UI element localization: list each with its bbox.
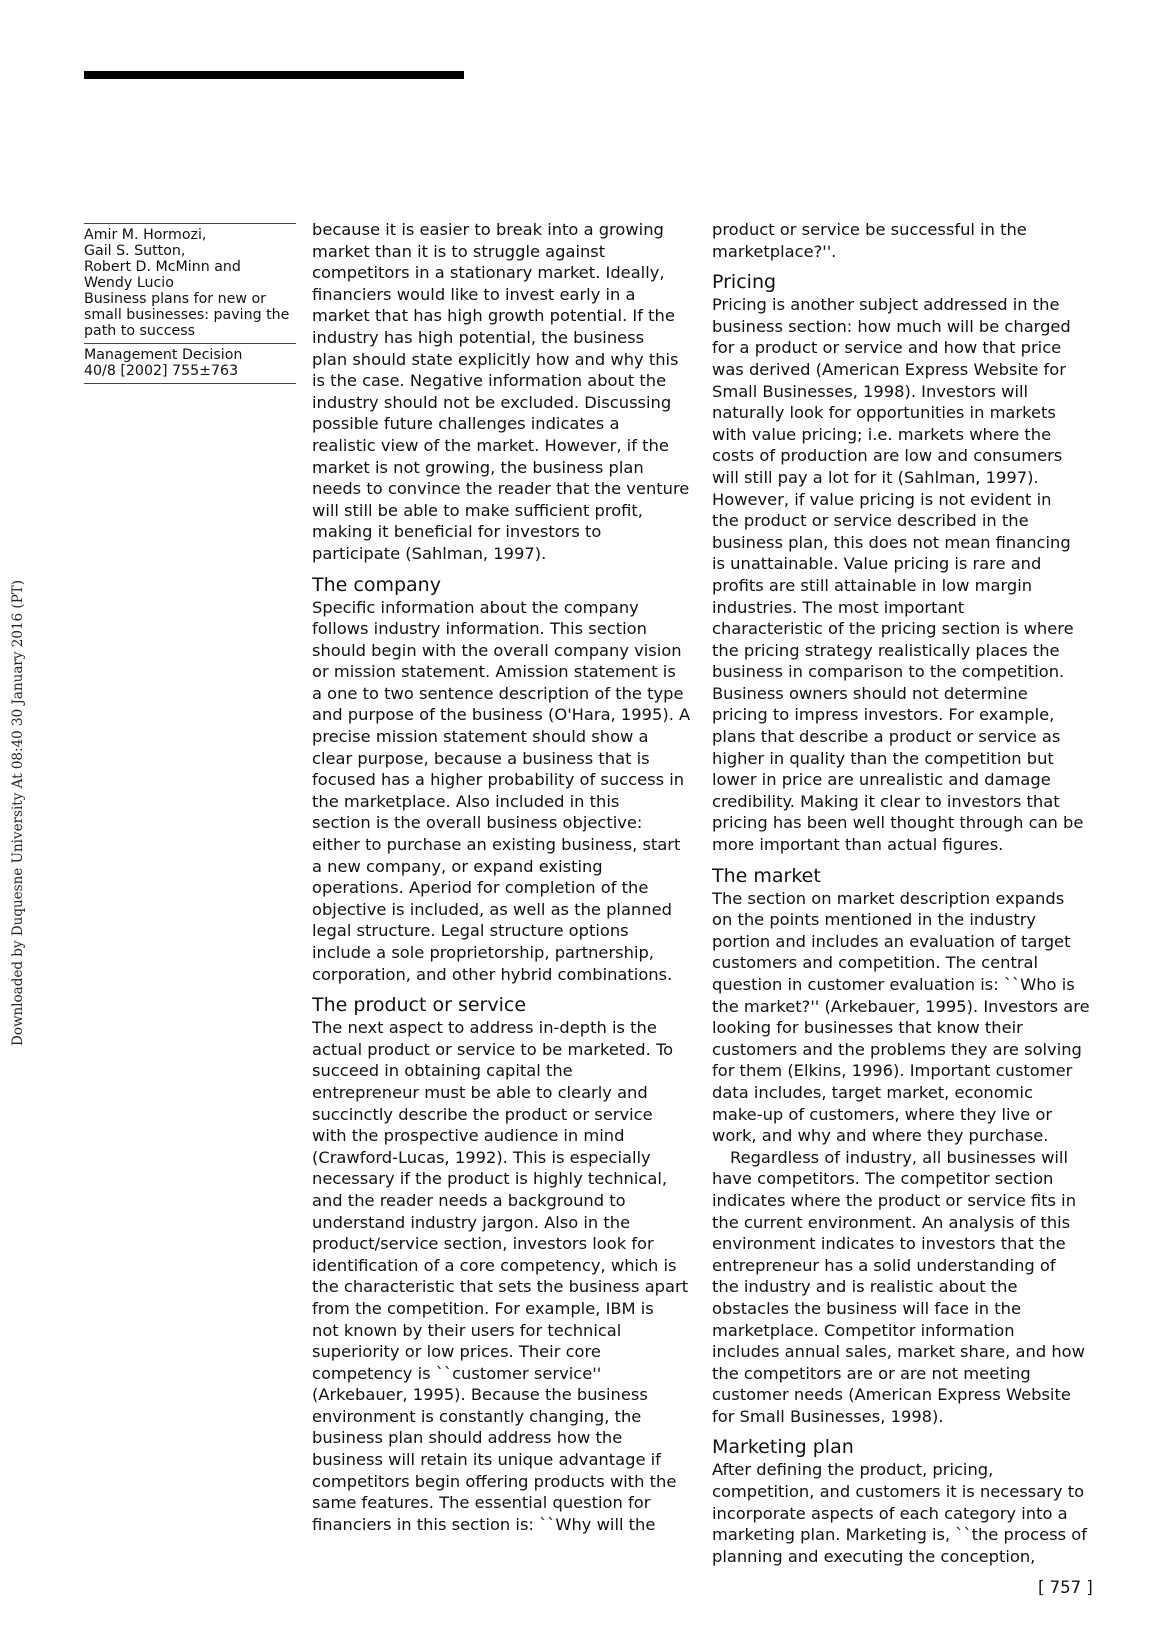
text-line: business plan should address how the (312, 1428, 623, 1448)
text-line: marketplace?''. (712, 241, 837, 261)
text-line: the marketplace. Also included in this (312, 791, 620, 811)
text-line: either to purchase an existing business, start (312, 835, 681, 855)
text-line: will still be able to make sufficient profit, (312, 500, 643, 520)
text-line: understand industry jargon. Also in the (312, 1212, 631, 1232)
text-line: characteristic of the pricing section is where (712, 619, 1074, 639)
text-line: customers and competition. The central (712, 953, 1039, 973)
body-column-left (312, 219, 710, 1535)
text-line: naturally look for opportunities in markets (712, 403, 1056, 423)
text-line: Pricing is another subject addressed in the (712, 295, 1060, 315)
text-line: was derived (American Express Website for (712, 359, 1066, 379)
paragraph (312, 219, 710, 565)
text-line: product or service be successful in the (712, 220, 1027, 239)
article-section (712, 271, 1117, 855)
text-line: customer needs (American Express Website (712, 1385, 1071, 1405)
text-line: financiers would like to invest early in a (312, 284, 636, 304)
section-heading: The company (312, 573, 441, 596)
text-line: marketing plan. Marketing is, ``the process of (712, 1525, 1087, 1545)
section-heading: The product or service (312, 994, 527, 1017)
text-line: entrepreneur must be able to clearly and (312, 1082, 648, 1102)
text-line: a one to two sentence description of the type (312, 683, 684, 703)
text-line: competency is ``customer service'' (312, 1363, 602, 1383)
text-line: is the case. Negative information about the (312, 371, 667, 391)
article-section (312, 994, 710, 1535)
text-line: Specific information about the company (312, 597, 639, 617)
text-line: After defining the product, pricing, (712, 1460, 994, 1480)
article-section (312, 219, 710, 565)
text-line: clear purpose, because a business that is (312, 748, 650, 768)
text-line: industries. The most important (712, 597, 965, 617)
text-line: because it is easier to break into a growing (312, 220, 664, 239)
text-line: plans that describe a product or service as (712, 727, 1061, 747)
text-line: Small Businesses, 1998). Investors will (712, 381, 1029, 401)
text-line: competitors begin offering products with the (312, 1471, 677, 1491)
page-number: [ 757 ] (1038, 1578, 1093, 1597)
text-line: or mission statement. Amission statement is (312, 662, 676, 682)
text-line: operations. Aperiod for completion of the (312, 878, 649, 898)
text-line: looking for businesses that know their (712, 1018, 1023, 1038)
text-line: succeed in obtaining capital the (312, 1061, 573, 1081)
text-line: follows industry information. This section (312, 619, 647, 639)
text-line: and purpose of the business (O'Hara, 1995). A (312, 705, 691, 725)
paragraph (712, 1147, 1117, 1428)
text-line: will still pay a lot for it (Sahlman, 1997). (712, 467, 1039, 487)
text-line: business in comparison to the competition. (712, 662, 1065, 682)
text-line: focused has a higher probability of success in (312, 770, 685, 790)
body-column-right (712, 219, 1117, 1567)
text-line: include a sole proprietorship, partnership, (312, 943, 654, 962)
journal-line: 40/8 [2002] 755±763 (84, 363, 239, 379)
text-line: section is the overall business objective: (312, 813, 643, 833)
authors-and-title (84, 224, 296, 343)
text-line: is unattainable. Value pricing is rare and (712, 554, 1042, 574)
text-line: (Crawford-Lucas, 1992). This is especially (312, 1147, 651, 1167)
text-line: planning and executing the conception, (712, 1546, 1036, 1566)
text-line: Regardless of industry, all businesses will (730, 1147, 1068, 1167)
text-line: the industry and is realistic about the (712, 1277, 1018, 1297)
text-line: environment indicates to investors that the (712, 1234, 1066, 1254)
text-line: more important than actual figures. (712, 835, 1004, 855)
text-line: the market?'' (Arkebauer, 1995). Investors are (712, 996, 1090, 1016)
text-line: have competitors. The competitor section (712, 1169, 1054, 1189)
text-line: work, and why and where they purchase. (712, 1126, 1049, 1146)
text-line: pricing to impress investors. For example, (712, 705, 1055, 725)
paragraph (312, 1017, 710, 1535)
paragraph (712, 294, 1117, 855)
text-line: for them (Elkins, 1996). Important customer (712, 1061, 1073, 1081)
text-line: necessary if the product is highly technical, (312, 1169, 668, 1189)
text-line: lower in price are unrealistic and damage (712, 770, 1051, 790)
header-rule (84, 71, 464, 79)
author-line: Wendy Lucio (84, 275, 174, 291)
text-line: a new company, or expand existing (312, 856, 603, 876)
paragraph (712, 888, 1117, 1147)
article-title-line: small businesses: paving the (84, 307, 290, 323)
text-line: higher in quality than the competition but (712, 748, 1054, 768)
text-line: The next aspect to address in-depth is the (312, 1018, 657, 1038)
text-line: market is not growing, the business plan (312, 457, 644, 477)
text-line: objective is included, as well as the planned (312, 899, 672, 919)
text-line: making it beneficial for investors to (312, 522, 602, 542)
article-title-line: path to success (84, 323, 196, 339)
text-line: not known by their users for technical (312, 1320, 622, 1340)
text-line: from the competition. For example, IBM is (312, 1298, 654, 1318)
text-line: superiority or low prices. Their core (312, 1342, 601, 1362)
text-line: actual product or service to be marketed. To (312, 1039, 674, 1059)
text-line: business plan, this does not mean financing (712, 532, 1071, 552)
text-line: the product or service described in the (712, 511, 1029, 531)
text-line: needs to convince the reader that the venture (312, 479, 690, 499)
text-line: identification of a core competency, which is (312, 1255, 677, 1275)
text-line: marketplace. Competitor information (712, 1320, 1015, 1340)
author-line: Amir M. Hormozi, (84, 227, 207, 243)
text-line: business section: how much will be charged (712, 316, 1071, 336)
text-line: with value pricing; i.e. markets where the (712, 424, 1052, 444)
text-line: profits are still attainable in low margin (712, 575, 1033, 595)
journal-line: Management Decision (84, 347, 243, 363)
text-line: succinctly describe the product or service (312, 1104, 653, 1124)
text-line: industry has high potential, the business (312, 327, 645, 347)
article-title-line: Business plans for new or (84, 291, 266, 307)
text-line: data includes, target market, economic (712, 1082, 1034, 1102)
text-line: incorporate aspects of each category into a (712, 1503, 1068, 1523)
section-heading: Pricing (712, 271, 777, 294)
text-line: realistic view of the market. However, if the (312, 435, 669, 455)
text-line: the competitors are or are not meeting (712, 1363, 1031, 1383)
text-line: indicates where the product or service fits in (712, 1190, 1077, 1210)
text-line: competitors in a stationary market. Ideally, (312, 263, 665, 283)
text-line: participate (Sahlman, 1997). (312, 543, 547, 563)
article-section (312, 574, 710, 986)
text-line: for a product or service and how that price (712, 338, 1062, 358)
paragraph (712, 219, 1117, 262)
text-line: customers and the problems they are solving (712, 1039, 1082, 1059)
text-line: industry should not be excluded. Discussing (312, 392, 672, 412)
text-line: make-up of customers, where they live or (712, 1104, 1053, 1124)
author-line: Robert D. McMinn and (84, 259, 241, 275)
text-line: Business owners should not determine (712, 683, 1028, 703)
text-line: and the reader needs a background to (312, 1190, 626, 1210)
text-line: credibility. Making it clear to investors that (712, 791, 1060, 811)
text-line: for Small Businesses, 1998). (712, 1406, 944, 1426)
text-line: competition, and customers it is necessary to (712, 1482, 1085, 1502)
text-line: same features. The essential question for (312, 1493, 651, 1513)
text-line: question in customer evaluation is: ``Who is (712, 975, 1075, 994)
article-section (712, 865, 1117, 1428)
article-section (712, 219, 1117, 262)
text-line: business will retain its unique advantage if (312, 1450, 661, 1470)
text-line: portion and includes an evaluation of target (712, 931, 1071, 951)
text-line: corporation, and other hybrid combinations. (312, 964, 673, 984)
text-line: market that has high growth potential. If the (312, 306, 675, 326)
text-line: costs of production are low and consumers (712, 446, 1063, 466)
author-line: Gail S. Sutton, (84, 243, 186, 259)
text-line: should begin with the overall company vision (312, 640, 682, 660)
text-line: precise mission statement should show a (312, 727, 649, 747)
text-line: (Arkebauer, 1995). Because the business (312, 1385, 648, 1405)
text-line: legal structure. Legal structure options (312, 921, 629, 941)
text-line: the current environment. An analysis of this (712, 1212, 1071, 1232)
text-line: possible future challenges indicates a (312, 414, 620, 434)
download-stamp: Downloaded by Duquesne University At 08:40 30 January 2016 (PT) (10, 579, 26, 1046)
paragraph (312, 597, 710, 986)
section-heading: The market (712, 864, 821, 887)
text-line: environment is constantly changing, the (312, 1406, 642, 1426)
text-line: entrepreneur has a solid understanding of (712, 1255, 1056, 1275)
text-line: plan should state explicitly how and why this (312, 349, 679, 369)
text-line: on the points mentioned in the industry (712, 910, 1037, 930)
text-line: financiers in this section is: ``Why will the (312, 1514, 656, 1534)
section-heading: Marketing plan (712, 1436, 854, 1459)
journal-citation (84, 344, 296, 383)
text-line: The section on market description expands (712, 888, 1065, 908)
text-line: pricing has been well thought through can be (712, 813, 1084, 833)
paragraph (712, 1459, 1117, 1567)
text-line: includes annual sales, market share, and how (712, 1342, 1085, 1362)
text-line: product/service section, investors look for (312, 1234, 654, 1254)
article-info-sidebar (84, 223, 296, 384)
text-line: with the prospective audience in mind (312, 1126, 625, 1146)
text-line: market than it is to struggle against (312, 241, 606, 261)
text-line: However, if value pricing is not evident in (712, 489, 1052, 509)
text-line: the characteristic that sets the business apart (312, 1277, 689, 1297)
text-line: obstacles the business will face in the (712, 1298, 1021, 1318)
article-section (712, 1436, 1117, 1567)
text-line: the pricing strategy realistically places the (712, 640, 1060, 660)
